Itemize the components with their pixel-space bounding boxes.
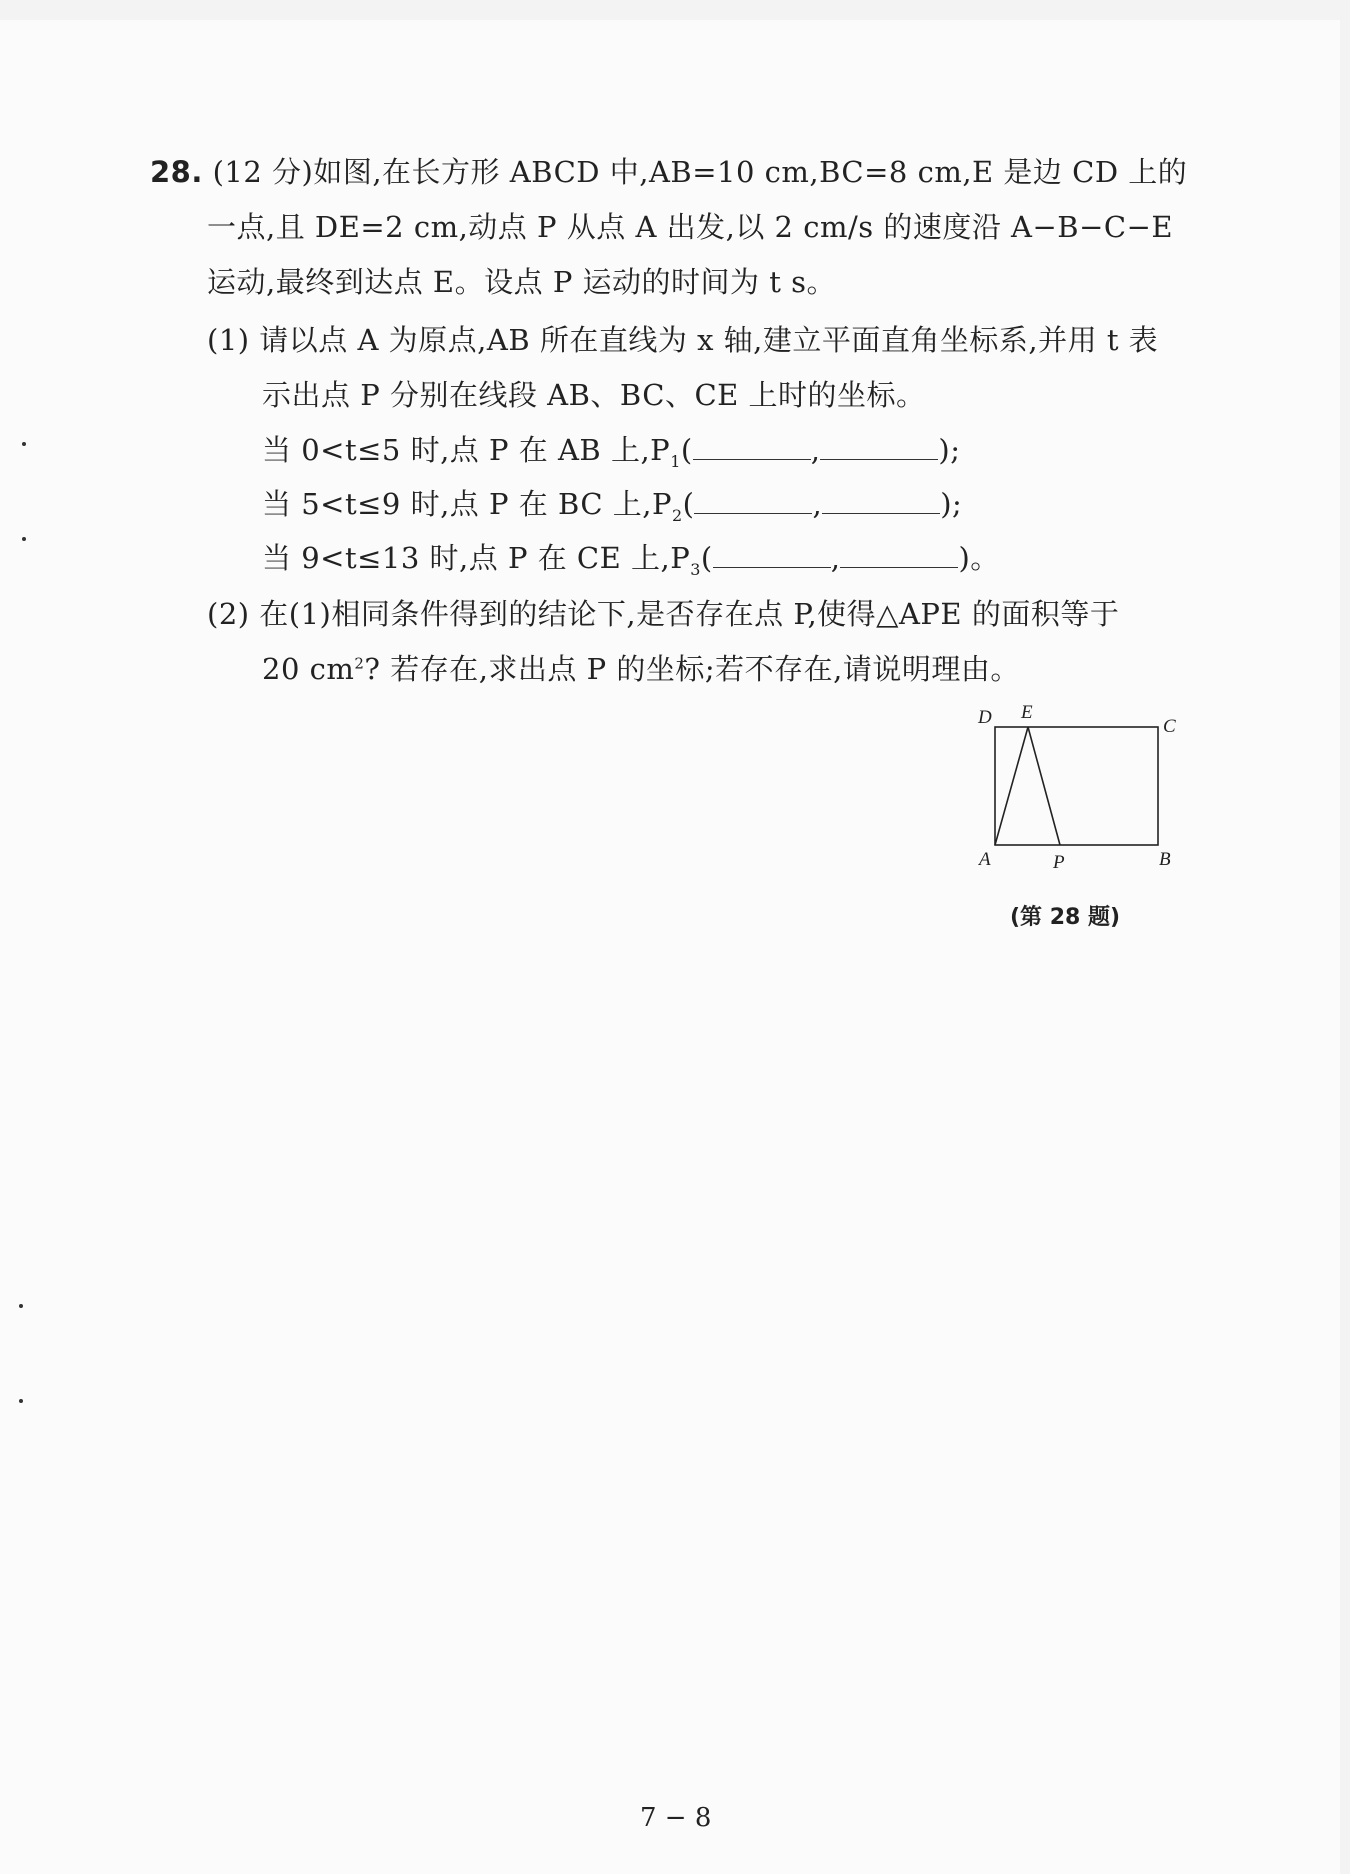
case-1-line (262, 428, 961, 471)
answer-blank-p3-x[interactable] (713, 541, 831, 568)
case-3-line (262, 536, 1000, 579)
rectangle-figure (965, 700, 1205, 880)
scan-dot (19, 1304, 23, 1308)
close-paren: ); (940, 487, 963, 521)
rectangle-abcd (995, 727, 1158, 845)
answer-blank-p3-y[interactable] (840, 541, 958, 568)
answer-blank-p1-y[interactable] (820, 433, 938, 460)
scan-dot (22, 537, 26, 541)
scan-dot (22, 442, 26, 446)
close-paren: ); (938, 433, 961, 467)
label-c: C (1163, 716, 1176, 737)
case-3-subscript: 3 (690, 559, 701, 579)
case-1-subscript: 1 (670, 451, 681, 471)
scan-dot (19, 1399, 23, 1403)
case-1-text: 当 0<t≤5 时,点 P 在 AB 上,P (262, 433, 671, 467)
figure-caption: (第 28 题) (1010, 905, 1121, 930)
part2-line-1: (2) 在(1)相同条件得到的结论下,是否存在点 P,使得△APE 的面积等于 (207, 597, 1120, 631)
label-p: P (1053, 852, 1065, 873)
open-paren: ( (680, 433, 693, 467)
label-e: E (1021, 702, 1033, 723)
open-paren: ( (682, 487, 695, 521)
worksheet-page (0, 20, 1340, 1874)
label-d: D (978, 707, 992, 728)
answer-blank-p2-x[interactable] (694, 487, 812, 514)
label-a: A (979, 849, 991, 870)
part2-line-2 (262, 647, 1020, 688)
answer-blank-p1-x[interactable] (693, 433, 811, 460)
answer-blank-p2-y[interactable] (822, 487, 940, 514)
case-2-subscript: 2 (671, 505, 683, 525)
segment-ep (1028, 727, 1060, 845)
question-text-1: (12 分)如图,在长方形 ABCD 中,AB=10 cm,BC=8 cm,E 是边 CD 上的 (212, 155, 1188, 189)
case-2-line (262, 482, 962, 525)
part1-line-2: 示出点 P 分别在线段 AB、BC、CE 上时的坐标。 (262, 378, 926, 412)
part2-area-value: 20 cm (262, 652, 355, 686)
question-line-2: 一点,且 DE=2 cm,动点 P 从点 A 出发,以 2 cm/s 的速度沿 A−B−C−E (207, 210, 1174, 244)
question-line-1 (150, 150, 1187, 191)
open-paren: ( (700, 541, 713, 575)
question-number: 28. (150, 155, 203, 189)
part2-question-text: ? 若存在,求出点 P 的坐标;若不存在,请说明理由。 (364, 652, 1020, 686)
case-2-text: 当 5<t≤9 时,点 P 在 BC 上,P (262, 487, 672, 521)
case-3-text: 当 9<t≤13 时,点 P 在 CE 上,P (262, 541, 691, 575)
comma: , (812, 487, 823, 521)
question-line-3: 运动,最终到达点 E。设点 P 运动的时间为 t s。 (207, 265, 837, 299)
page-number: 7 − 8 (640, 1803, 712, 1833)
label-b: B (1159, 849, 1171, 870)
part1-line-1: (1) 请以点 A 为原点,AB 所在直线为 x 轴,建立平面直角坐标系,并用 t 表 (207, 323, 1159, 357)
comma: , (830, 541, 841, 575)
comma: , (810, 433, 821, 467)
segment-ae (995, 727, 1028, 845)
part2-area-superscript: 2 (354, 654, 365, 673)
close-paren: )。 (958, 541, 1000, 575)
